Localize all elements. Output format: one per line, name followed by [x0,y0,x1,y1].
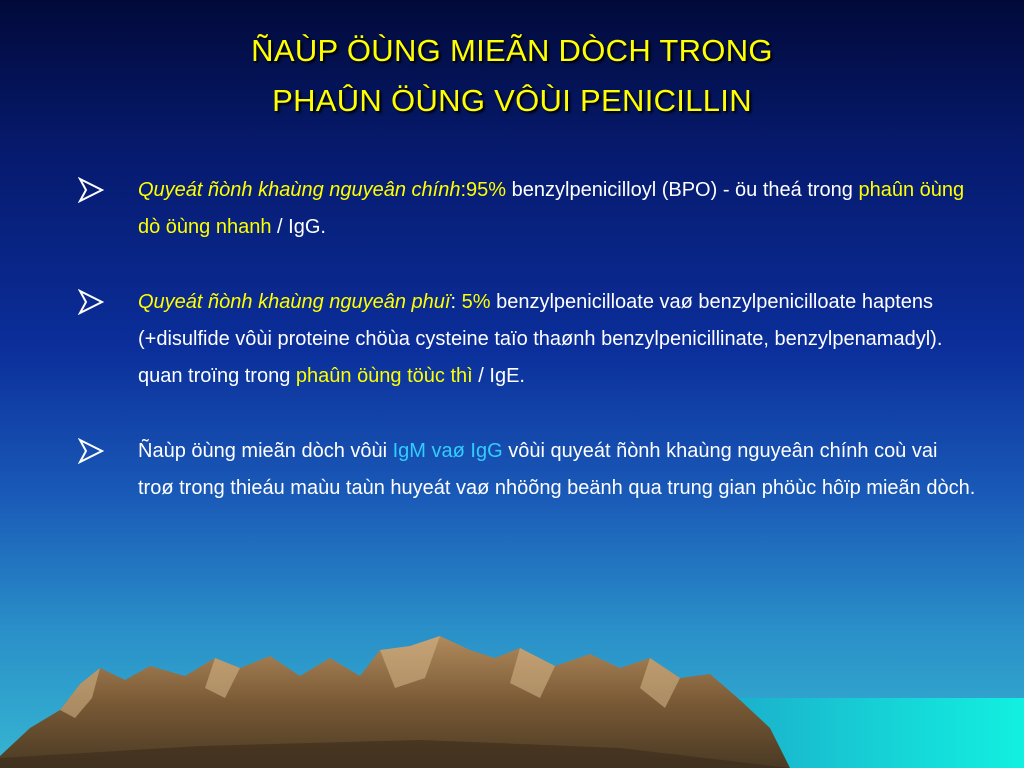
bullet-item [78,172,978,246]
bullet-item [78,433,978,507]
bullet-3-text: Ñaùp öùng mieãn dòch vôùi [138,440,393,462]
bullet-1-colon: : [460,179,467,201]
arrowhead-bullet-icon [78,438,104,464]
bullet-2-highlight: phaûn öùng töùc thì [295,365,473,387]
bullet-1-text: benzylpenicilloyl (BPO) - öu theá trong [506,179,859,201]
arrowhead-bullet-icon [78,289,104,315]
slide-title [0,26,1024,126]
bullet-1-term: Quyeát ñònh khaùng nguyeân chính [138,179,461,201]
bullet-1-highlight: phaûn öùng dò öùng nhanh [138,179,965,238]
mountain-landscape-decoration [0,628,1024,768]
bullet-item [78,284,978,395]
bullet-1-tail: / IgG. [271,216,326,238]
title-line-2: PHAÛN ÖÙNG VÔÙI PENICILLIN [272,83,752,118]
bullet-3-tail: vôùi quyeát ñònh khaùng nguyeân chính coù vai troø trong thieáu maùu taùn huyeát vaø nhöõng beänh qua trung gian phöùc hôïp mieãn dòch. [138,440,976,499]
title-line-1: ÑAÙP ÖÙNG MIEÃN DÒCH TRONG [251,33,773,68]
bullet-1-percent: 95% [466,179,507,201]
bullet-2-colon: : [450,291,462,313]
bullet-2-text: benzylpenicilloate vaø benzylpenicilloate haptens (+disulfide vôùi proteine chöùa cysteine taïo thaønh benzylpenicillinate, benzylpenamadyl). quan troïng trong [138,291,943,387]
bullet-list [78,172,978,545]
bullet-2-term: Quyeát ñònh khaùng nguyeân phuï [138,291,451,313]
bullet-3-antibodies: IgM vaø IgG [392,440,503,462]
bullet-2-percent: 5% [461,291,491,313]
bullet-2-tail: / IgE. [472,365,525,387]
arrowhead-bullet-icon [78,177,104,203]
